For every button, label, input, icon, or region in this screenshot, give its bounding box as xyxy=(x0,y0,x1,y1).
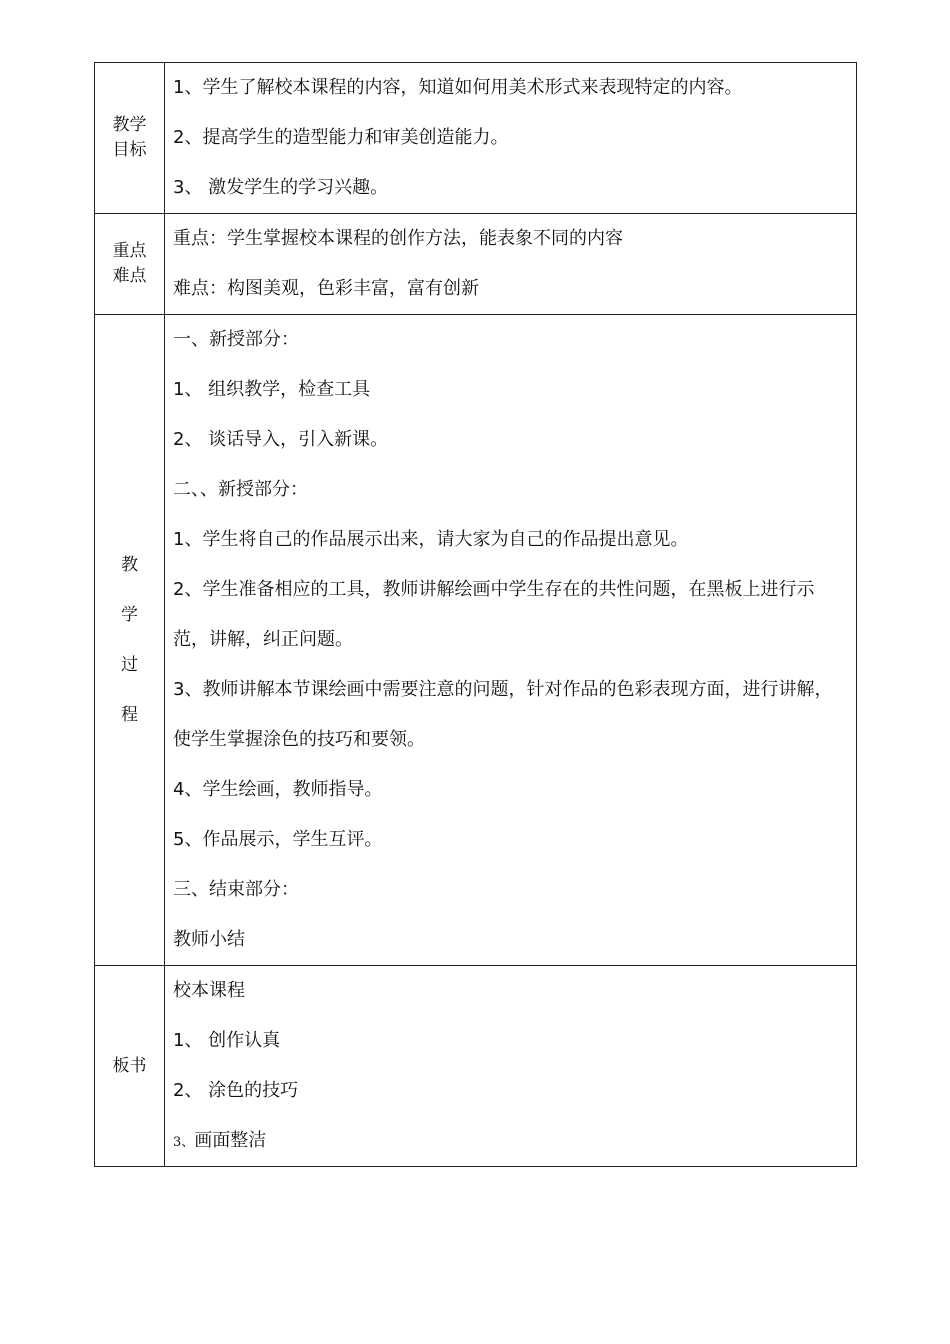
item-number: 3、 xyxy=(173,1135,195,1150)
label-teaching-process xyxy=(95,315,165,966)
label-blackboard xyxy=(95,966,165,1167)
process-line: 使学生掌握涂色的技巧和要领。 xyxy=(173,729,425,750)
row-key-points xyxy=(95,214,857,315)
label-text: 板书 xyxy=(112,1055,147,1076)
key-point-line: 重点：学生掌握校本课程的创作方法，能表象不同的内容 xyxy=(173,228,623,249)
lesson-plan-table xyxy=(94,62,857,1167)
key-points-content xyxy=(165,214,857,315)
process-line: 二、、新授部分： xyxy=(173,479,308,500)
process-line: 范，讲解，纠正问题。 xyxy=(173,629,353,650)
label-text: 教 xyxy=(121,555,138,575)
goal-line: 2、提高学生的造型能力和审美创造能力。 xyxy=(173,127,509,148)
goal-line: 1、学生了解校本课程的内容，知道如何用美术形式来表现特定的内容。 xyxy=(173,77,743,98)
process-line: 三、结束部分： xyxy=(173,879,299,900)
process-content xyxy=(165,315,857,966)
process-line: 教师小结 xyxy=(173,929,245,950)
process-line: 1、学生将自己的作品展示出来，请大家为自己的作品提出意见。 xyxy=(173,529,689,550)
label-text: 教学 xyxy=(112,115,147,135)
blackboard-line: 校本课程 xyxy=(173,980,245,1001)
label-text: 过 xyxy=(121,655,138,675)
item-text: 画面整洁 xyxy=(194,1130,267,1151)
label-text: 学 xyxy=(121,605,138,625)
row-teaching-process xyxy=(95,315,857,966)
row-blackboard xyxy=(95,966,857,1167)
blackboard-content xyxy=(165,966,857,1167)
process-line: 3、教师讲解本节课绘画中需要注意的问题，针对作品的色彩表现方面，进行讲解， xyxy=(173,679,833,700)
label-text: 重点 xyxy=(112,241,147,261)
label-text: 目标 xyxy=(112,140,147,160)
process-line: 1、 组织教学，检查工具 xyxy=(173,379,371,400)
blackboard-line: 1、 创作认真 xyxy=(173,1030,281,1051)
label-text: 程 xyxy=(121,705,138,725)
process-line: 2、学生准备相应的工具，教师讲解绘画中学生存在的共性问题，在黑板上进行示 xyxy=(173,579,815,600)
goal-line: 3、 激发学生的学习兴趣。 xyxy=(173,177,389,198)
process-line: 2、 谈话导入，引入新课。 xyxy=(173,429,389,450)
process-line: 4、学生绘画，教师指导。 xyxy=(173,779,383,800)
label-teaching-goals xyxy=(95,63,165,214)
label-key-points xyxy=(95,214,165,315)
row-teaching-goals xyxy=(95,63,857,214)
label-text: 难点 xyxy=(112,266,147,286)
blackboard-line: 2、 涂色的技巧 xyxy=(173,1080,299,1101)
process-line: 5、作品展示，学生互评。 xyxy=(173,829,383,850)
difficulty-line: 难点：构图美观，色彩丰富，富有创新 xyxy=(173,278,479,299)
blackboard-line xyxy=(173,1116,856,1166)
goals-content xyxy=(165,63,857,214)
process-line: 一、新授部分： xyxy=(173,329,299,350)
